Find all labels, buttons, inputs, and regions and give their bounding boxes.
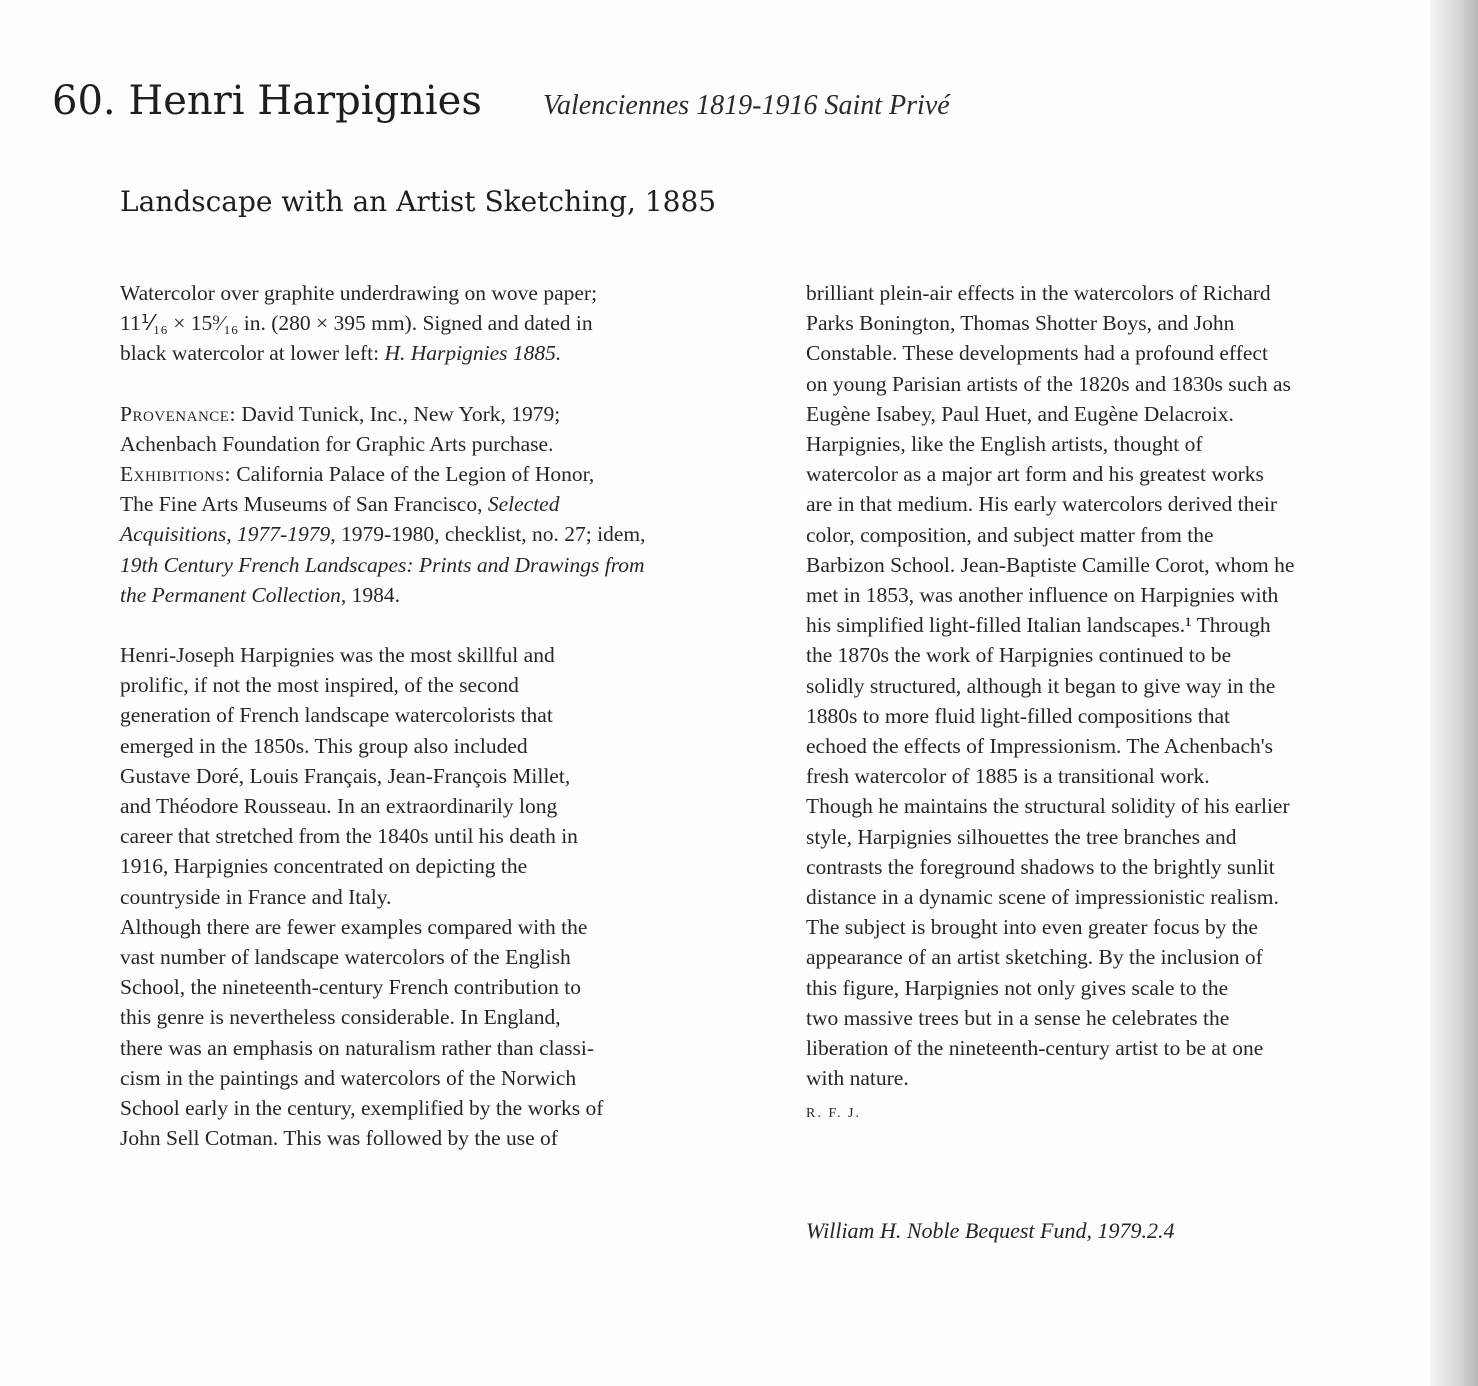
essay-line: echoed the effects of Impressionism. The Achenbach's (806, 734, 1273, 759)
medium-line (120, 338, 760, 368)
essay-line: countryside in France and Italy. (120, 884, 392, 909)
essay-line: the 1870s the work of Harpignies continued to be (806, 643, 1232, 668)
essay-line: watercolor as a major art form and his greatest works (806, 462, 1264, 487)
artist-lifespan: Valenciennes 1819-1916 Saint Privé (542, 90, 950, 121)
essay-line: School, the nineteenth-century French contribution to (120, 975, 581, 1000)
essay-line: Constable. These developments had a profound effect (806, 341, 1268, 366)
page-gutter-shadow (1430, 0, 1478, 1386)
exhibitions-text: 1984. (346, 582, 401, 607)
essay-line: School early in the century, exemplified by the works of (120, 1096, 604, 1121)
essay-line: two massive trees but in a sense he celebrates the (806, 1005, 1230, 1030)
exhibition-title: 19th Century French Landscapes: Prints and Drawings from (120, 552, 645, 577)
essay-line: Gustave Doré, Louis Français, Jean-François Millet, (120, 763, 571, 788)
provenance-block (120, 399, 760, 459)
essay-line: met in 1853, was another influence on Harpignies with (806, 583, 1279, 608)
essay-line: Parks Bonington, Thomas Shotter Boys, and John (806, 311, 1235, 336)
essay-line: emerged in the 1850s. This group also included (120, 733, 528, 758)
author-initials: R. F. J. (806, 1106, 861, 1122)
essay-line: with nature. (806, 1066, 909, 1091)
essay-line: fresh watercolor of 1885 is a transitional work. (806, 764, 1210, 789)
essay-right (806, 278, 1426, 1093)
essay-line: The subject is brought into even greater focus by the (806, 915, 1258, 940)
credit-line: William H. Noble Bequest Fund, 1979.2.4 (806, 1218, 1175, 1243)
exhibition-title: the Permanent Collection, (120, 582, 347, 607)
exhibitions-text: The Fine Arts Museums of San Francisco, (120, 492, 488, 517)
medium-block (120, 278, 760, 369)
provenance-label: Provenance: (120, 401, 236, 426)
essay-line: this figure, Harpignies not only gives scale to the (806, 975, 1229, 1000)
left-column (120, 278, 760, 1153)
essay-line: Barbizon School. Jean-Baptiste Camille Corot, whom he (806, 552, 1295, 577)
catalog-header (52, 78, 950, 124)
essay-line: solidly structured, although it began to give way in the (806, 673, 1276, 698)
medium-text: black watercolor at lower left: (120, 341, 385, 366)
provenance-line: Achenbach Foundation for Graphic Arts purchase. (120, 431, 554, 456)
provenance-text: David Tunick, Inc., New York, 1979; (235, 401, 561, 426)
essay-line: 1916, Harpignies concentrated on depicting the (120, 854, 528, 879)
essay-line: Though he maintains the structural solidity of his earlier (806, 794, 1290, 819)
essay-line: Henri-Joseph Harpignies was the most skillful and (120, 643, 555, 668)
essay-line: distance in a dynamic scene of impressionistic realism. (806, 885, 1279, 910)
exhibitions-block (120, 459, 760, 610)
essay-line: cism in the paintings and watercolors of the Norwich (120, 1065, 577, 1090)
right-column (806, 278, 1426, 1130)
essay-line: contrasts the foreground shadows to the brightly sunlit (806, 854, 1275, 879)
medium-line: 11⅟₁₆ × 15⁹⁄₁₆ in. (280 × 395 mm). Signed and dated in (120, 311, 593, 336)
essay-line: Harpignies, like the English artists, thought of (806, 432, 1203, 457)
entry-number-and-artist: 60. Henri Harpignies (52, 78, 482, 124)
exhibitions-text: 1979-1980, checklist, no. 27; idem, (335, 522, 646, 547)
artwork-title: Landscape with an Artist Sketching, 1885 (120, 185, 717, 218)
essay-line: this genre is nevertheless considerable. In England, (120, 1005, 561, 1030)
essay-line: appearance of an artist sketching. By the inclusion of (806, 945, 1263, 970)
exhibition-title: Acquisitions, 1977-1979, (120, 522, 336, 547)
essay-line: Eugène Isabey, Paul Huet, and Eugène Delacroix. (806, 401, 1234, 426)
essay-line: generation of French landscape watercolorists that (120, 703, 553, 728)
exhibitions-text: California Palace of the Legion of Honor, (230, 462, 595, 487)
essay-line: career that stretched from the 1840s until his death in (120, 824, 578, 849)
essay-line: prolific, if not the most inspired, of the second (120, 673, 519, 698)
exhibitions-label: Exhibitions: (120, 462, 231, 487)
essay-line: on young Parisian artists of the 1820s and 1830s such as (806, 371, 1291, 396)
essay-line: brilliant plein-air effects in the watercolors of Richard (806, 281, 1271, 305)
essay-line: vast number of landscape watercolors of the English (120, 945, 571, 970)
essay-line: liberation of the nineteenth-century artist to be at one (806, 1036, 1264, 1061)
essay-left (120, 640, 760, 1153)
essay-line: there was an emphasis on naturalism rather than classi- (120, 1035, 595, 1060)
essay-line: color, composition, and subject matter from the (806, 522, 1214, 547)
essay-line: 1880s to more fluid light-filled compositions that (806, 703, 1230, 728)
essay-line: style, Harpignies silhouettes the tree branches and (806, 824, 1237, 849)
exhibition-title: Selected (487, 492, 560, 517)
essay-line: are in that medium. His early watercolors derived their (806, 492, 1278, 517)
essay-line: and Théodore Rousseau. In an extraordinarily long (120, 794, 558, 819)
signature-text: H. Harpignies 1885. (384, 341, 562, 366)
medium-line: Watercolor over graphite underdrawing on wove paper; (120, 281, 598, 305)
essay-line: John Sell Cotman. This was followed by the use of (120, 1126, 558, 1151)
essay-line: Although there are fewer examples compared with the (120, 914, 588, 939)
essay-line: his simplified light-filled Italian landscapes.¹ Through (806, 613, 1271, 638)
